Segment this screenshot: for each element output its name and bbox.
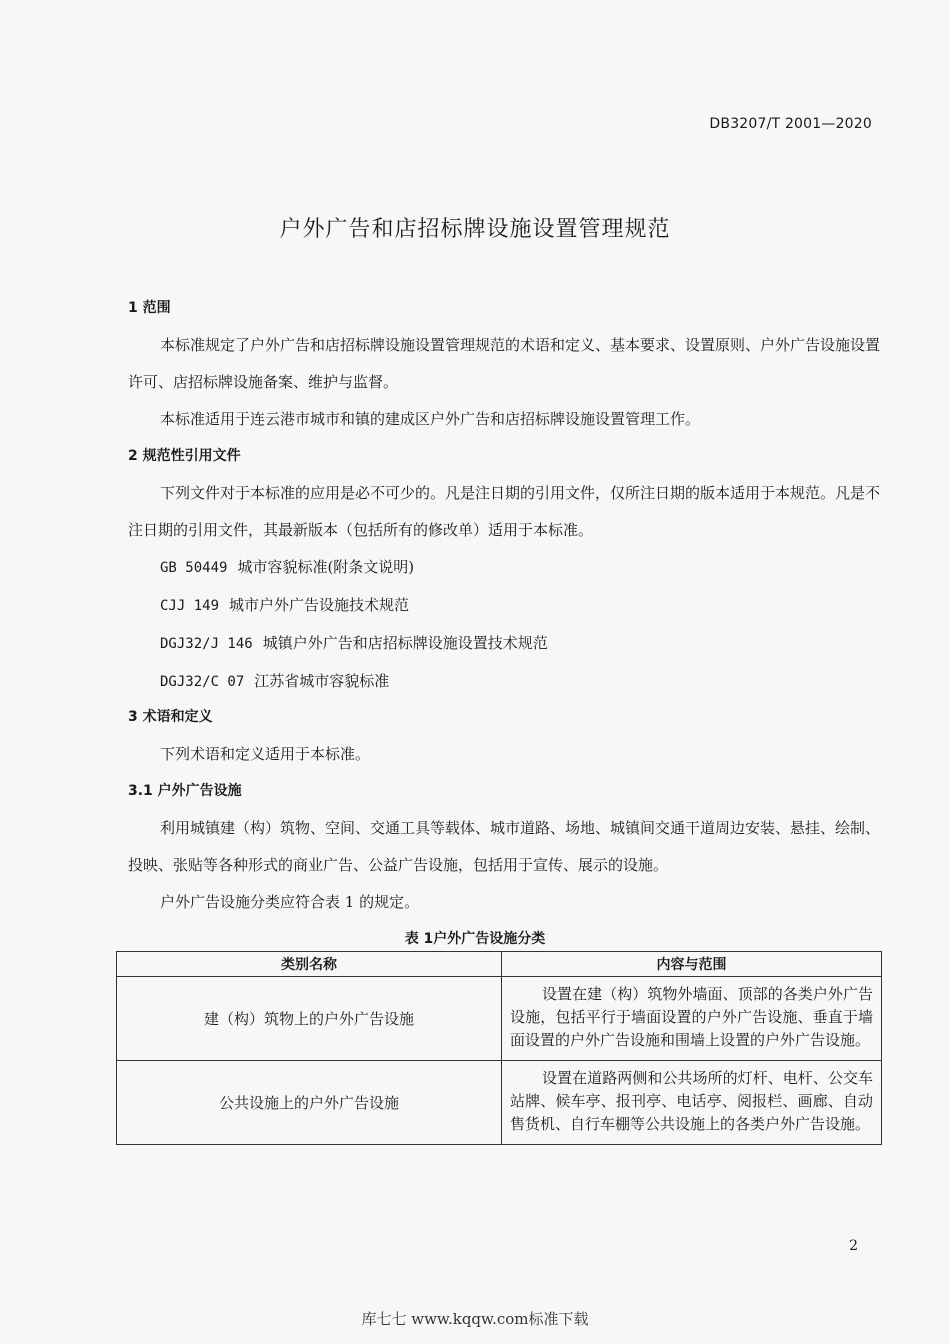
reference-title: 城市户外广告设施技术规范 <box>229 596 410 614</box>
standard-code: DB3207/T 2001—2020 <box>709 116 872 132</box>
table-header-row <box>117 952 882 977</box>
table-row <box>117 1061 882 1145</box>
table-cell-desc: 设置在道路两侧和公共场所的灯杆、电杆、公交车站牌、候车亭、报刊亭、电话亭、阅报栏、画廊、自动售货机、自行车棚等公共设施上的各类户外广告设施。 <box>502 1061 882 1145</box>
section-3 <box>128 699 880 921</box>
table-cell-name: 建（构）筑物上的户外广告设施 <box>117 977 502 1061</box>
reference-item <box>128 663 880 701</box>
section-3-paragraph-1: 下列术语和定义适用于本标准。 <box>160 745 371 763</box>
table-cell-name: 公共设施上的户外广告设施 <box>117 1061 502 1145</box>
reference-item <box>128 625 880 663</box>
page-number: 2 <box>849 1238 858 1254</box>
section-1 <box>128 290 880 438</box>
table-cell-desc: 设置在建（构）筑物外墙面、顶部的各类户外广告设施，包括平行于墙面设置的户外广告设施、垂直于墙面设置的户外广告设施和围墙上设置的户外广告设施。 <box>502 977 882 1061</box>
section-1-paragraph-2: 本标准适用于连云港市城市和镇的建成区户外广告和店招标牌设施设置管理工作。 <box>160 410 701 428</box>
reference-title: 城市容貌标准(附条文说明) <box>237 558 415 576</box>
reference-code: DGJ32/C 07 <box>160 674 245 690</box>
section-2 <box>128 438 880 701</box>
section-1-heading: 1 范围 <box>128 300 171 316</box>
section-3-1-paragraph-1: 利用城镇建（构）筑物、空间、交通工具等载体、城市道路、场地、城镇间交通干道周边安装、悬挂、绘制、投映、张贴等各种形式的商业广告、公益广告设施，包括用于宣传、展示的设施。 <box>128 819 881 874</box>
reference-code: GB 50449 <box>160 560 228 576</box>
section-3-1-heading: 3.1 户外广告设施 <box>128 783 242 799</box>
table-header-cell: 类别名称 <box>117 952 502 977</box>
reference-code: CJJ 149 <box>160 598 220 614</box>
section-1-paragraph-1: 本标准规定了户外广告和店招标牌设施设置管理规范的术语和定义、基本要求、设置原则、户外广告设施设置许可、店招标牌设施备案、维护与监督。 <box>128 336 881 391</box>
section-2-paragraph-1: 下列文件对于本标准的应用是必不可少的。凡是注日期的引用文件，仅所注日期的版本适用于本规范。凡是不注日期的引用文件，其最新版本（包括所有的修改单）适用于本标准。 <box>128 484 881 539</box>
table-header-cell: 内容与范围 <box>502 952 882 977</box>
table-row <box>117 977 882 1061</box>
table-caption: 表 1户外广告设施分类 <box>404 931 546 947</box>
reference-item <box>128 587 880 625</box>
reference-code: DGJ32/J 146 <box>160 636 253 652</box>
document-title: 户外广告和店招标牌设施设置管理规范 <box>279 217 671 242</box>
section-3-1-paragraph-2: 户外广告设施分类应符合表 1 的规定。 <box>160 893 420 911</box>
reference-item <box>128 549 880 587</box>
section-3-heading: 3 术语和定义 <box>128 709 213 725</box>
classification-table <box>116 951 882 1145</box>
reference-title: 江苏省城市容貌标准 <box>254 672 390 690</box>
section-2-heading: 2 规范性引用文件 <box>128 448 241 464</box>
reference-title: 城镇户外广告和店招标牌设施设置技术规范 <box>262 634 548 652</box>
footer-watermark: 库七七 www.kqqw.com标准下载 <box>361 1310 589 1328</box>
